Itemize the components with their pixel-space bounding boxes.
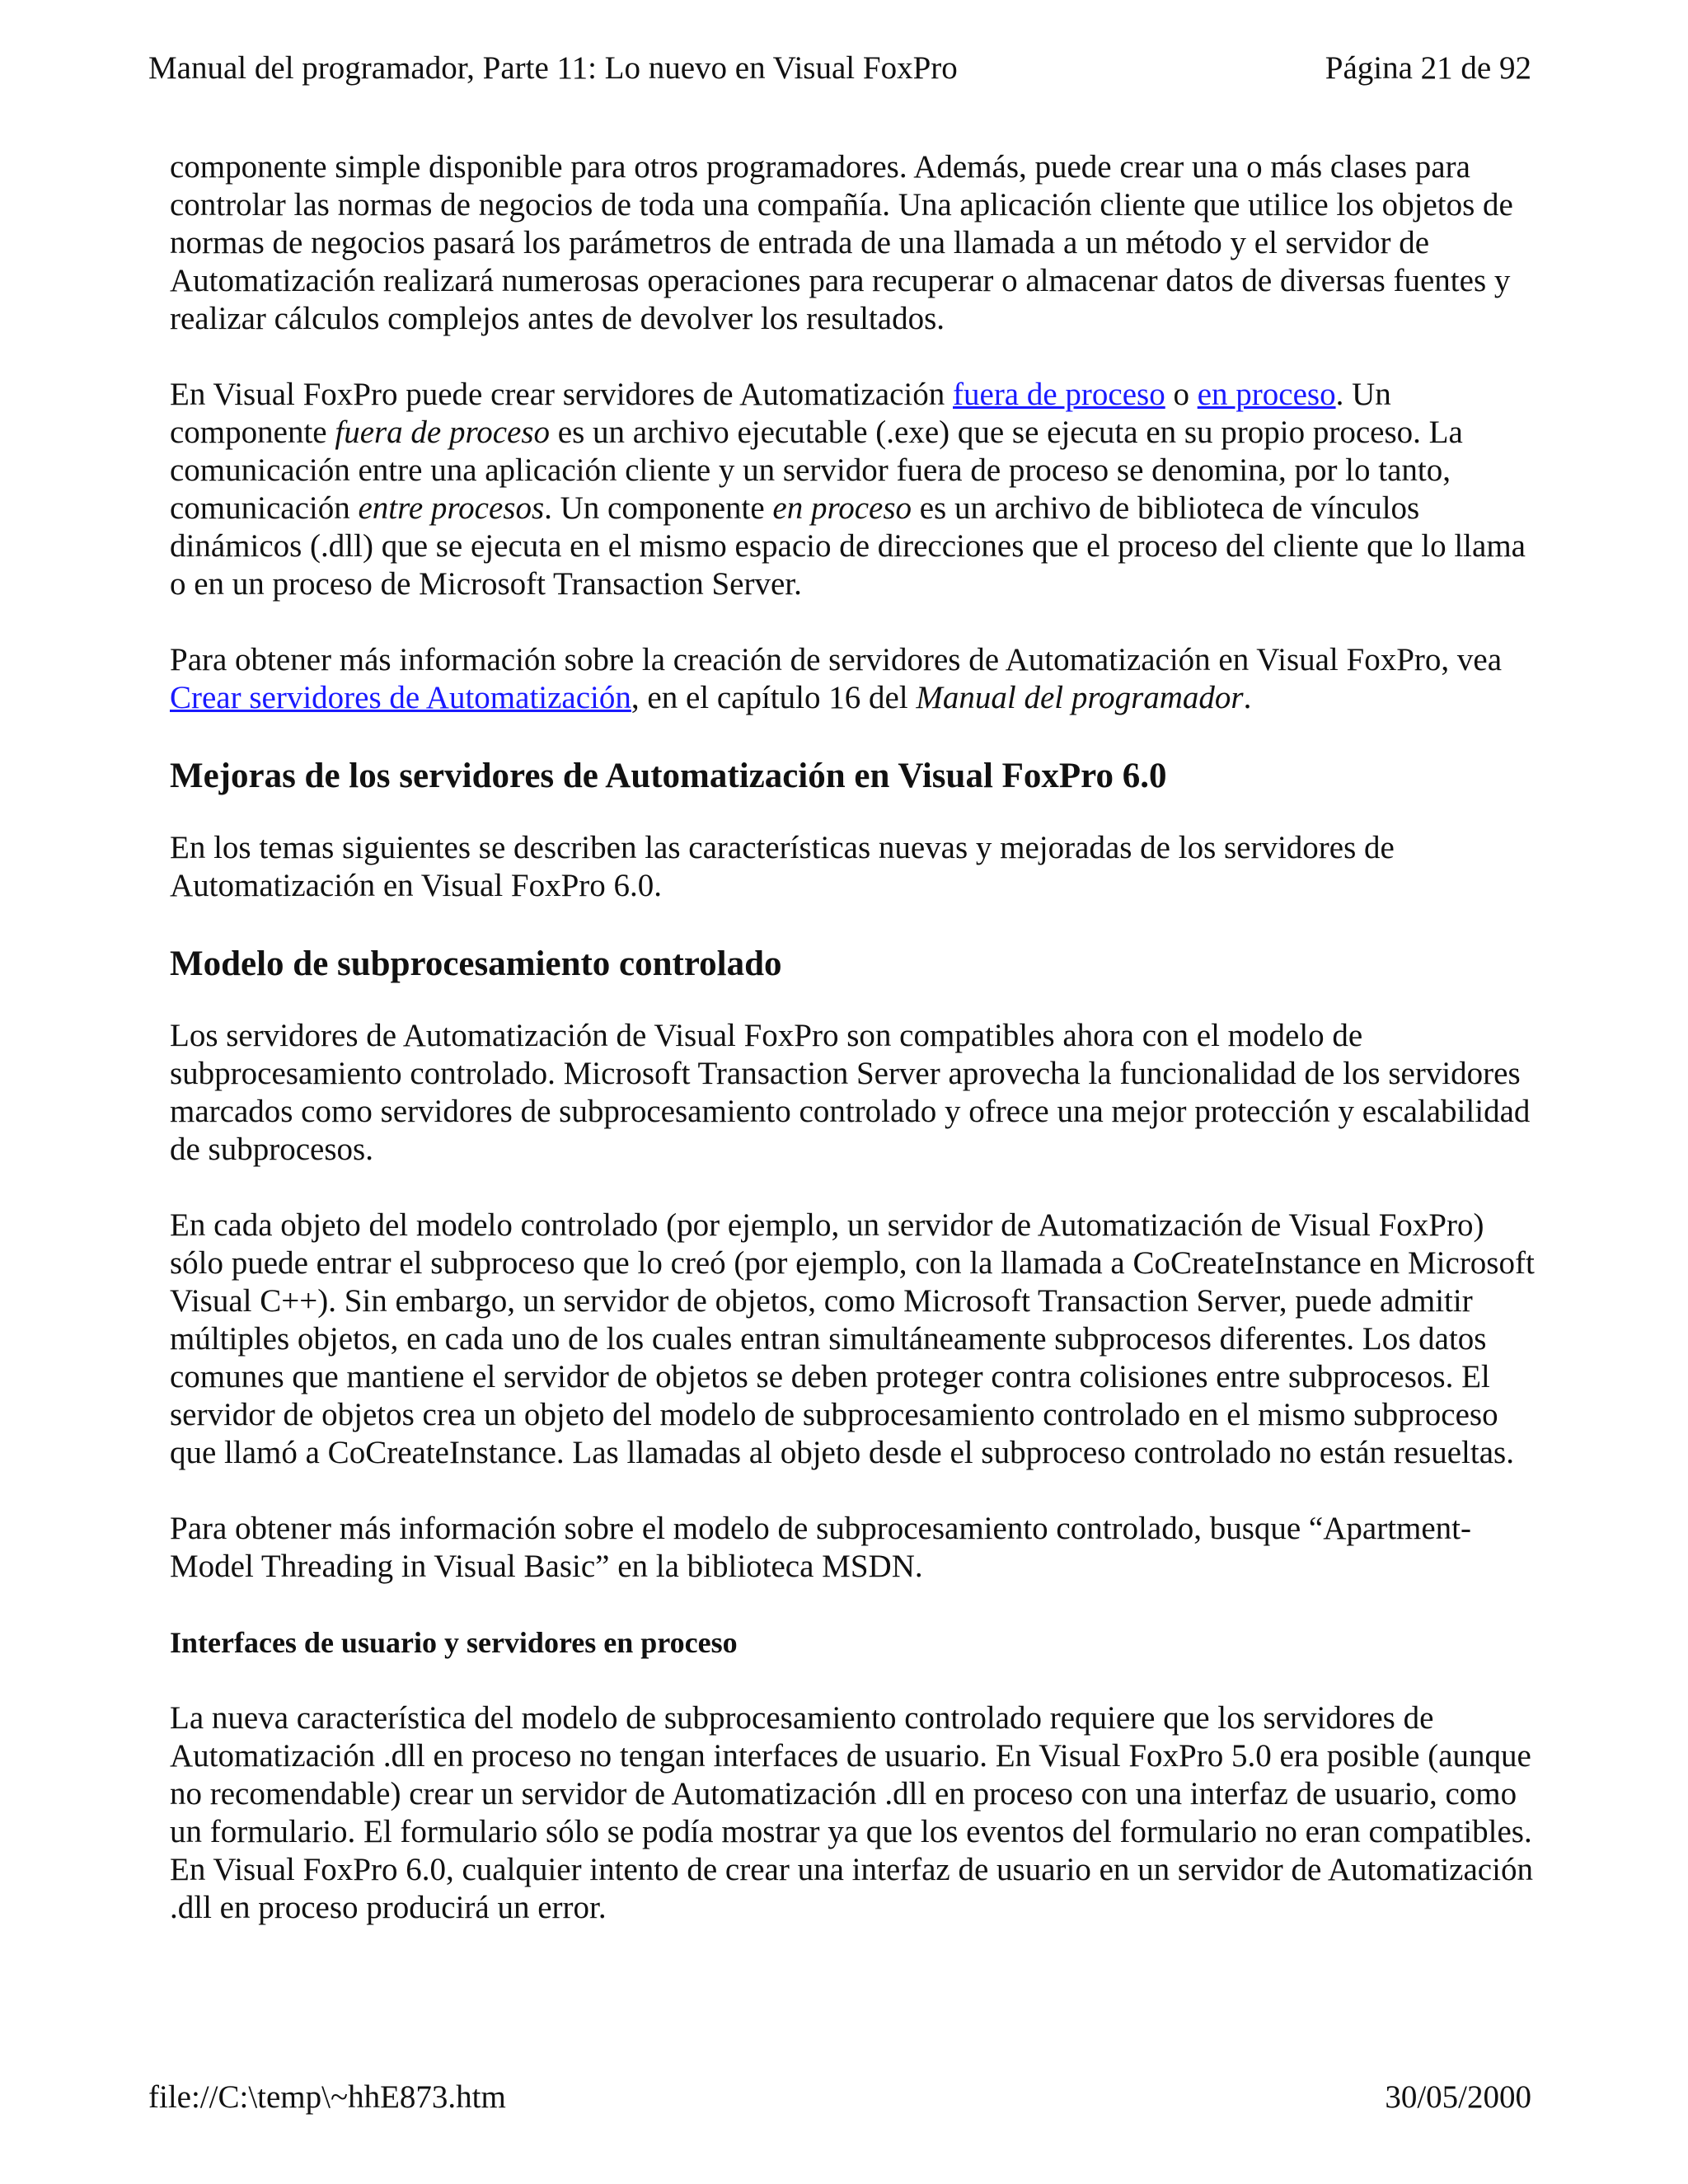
text-span: o xyxy=(1165,377,1198,412)
emphasis-inter-process: entre procesos xyxy=(358,490,545,526)
page-header xyxy=(148,48,1531,89)
text-span: . Un componente xyxy=(170,377,1391,450)
heading-user-interfaces: Interfaces de usuario y servidores en proceso xyxy=(170,1626,738,1659)
emphasis-in-process: en proceso xyxy=(772,490,912,526)
paragraph-msdn-reference: Para obtener más información sobre el modelo de subprocesamiento controlado, busque “Apartment-Model Threading in Visual Basic” en la biblioteca MSDN. xyxy=(170,1511,1472,1584)
text-span: . xyxy=(1243,680,1252,715)
paragraph-process-types xyxy=(170,376,1538,603)
page-number: Página 21 de 92 xyxy=(1325,50,1531,86)
page-footer xyxy=(148,2077,1531,2118)
emphasis-out-of-process: fuera de proceso xyxy=(335,415,551,450)
text-span: En Visual FoxPro puede crear servidores de Automatización xyxy=(170,377,954,412)
link-create-automation-servers[interactable]: Crear servidores de Automatización xyxy=(170,680,631,715)
paragraph-user-interfaces: La nueva característica del modelo de subprocesamiento controlado requiere que los servidores de Automatización .dll en proceso no tengan interfaces de usuario. En Visual FoxPro 5.0 era posible (aunque no recomendable) crear un servidor de Automatización .dll en proceso con una interfaz de usuario, como un formulario. El formulario sólo se podía mostrar ya que los eventos del formulario no eran compatibles. En Visual FoxPro 6.0, cualquier intento de crear una interfaz de usuario en un servidor de Automatización .dll en proceso producirá un error. xyxy=(170,1700,1533,1925)
heading-server-improvements: Mejoras de los servidores de Automatización en Visual FoxPro 6.0 xyxy=(170,757,1167,795)
paragraph-more-info-servers xyxy=(170,641,1538,717)
paragraph-apartment-model-details: En cada objeto del modelo controlado (por ejemplo, un servidor de Automatización de Visual FoxPro) sólo puede entrar el subproceso que lo creó (por ejemplo, con la llamada a CoCreateInstance en Microsoft Visual C++). Sin embargo, un servidor de objetos, como Microsoft Transaction Server, puede admitir múltiples objetos, en cada uno de los cuales entran simultáneamente subprocesos diferentes. Los datos comunes que mantiene el servidor de objetos se deben proteger contra colisiones entre subprocesos. El servidor de objetos crea un objeto del modelo de subprocesamiento controlado en el mismo subproceso que llamó a CoCreateInstance. Las llamadas al objeto desde el subproceso controlado no están resueltas. xyxy=(170,1207,1535,1470)
paragraph-improvements-intro: En los temas siguientes se describen las características nuevas y mejoradas de los servidores de Automatización en Visual FoxPro 6.0. xyxy=(170,830,1395,903)
document-content xyxy=(170,148,1538,1965)
heading-apartment-model: Modelo de subprocesamiento controlado xyxy=(170,944,782,983)
paragraph-apartment-model-support: Los servidores de Automatización de Visual FoxPro son compatibles ahora con el modelo de subprocesamiento controlado. Microsoft Transaction Server aprovecha la funcionalidad de los servidores marcados como servidores de subprocesamiento controlado y ofrece una mejor protección y escalabilidad de subprocesos. xyxy=(170,1018,1531,1167)
text-span: es un archivo ejecutable (.exe) que se ejecuta en su propio proceso. La comunicación entre una aplicación cliente y un servidor fuera de proceso se denomina, por lo tanto, comunicación xyxy=(170,415,1463,526)
text-span: es un archivo de biblioteca de vínculos dinámicos (.dll) que se ejecuta en el mismo espacio de direcciones que el proceso del cliente que lo llama o en un proceso de Microsoft Transaction Server. xyxy=(170,490,1526,602)
link-in-process[interactable]: en proceso xyxy=(1197,377,1336,412)
text-span: , en el capítulo 16 del xyxy=(631,680,917,715)
document-title: Manual del programador, Parte 11: Lo nuevo en Visual FoxPro xyxy=(148,50,958,86)
paragraph-business-rules: componente simple disponible para otros programadores. Además, puede crear una o más clases para controlar las normas de negocios de toda una compañía. Una aplicación cliente que utilice los objetos de normas de negocios pasará los parámetros de entrada de una llamada a un método y el servidor de Automatización realizará numerosas operaciones para recuperar o almacenar datos de diversas fuentes y realizar cálculos complejos antes de devolver los resultados. xyxy=(170,149,1513,336)
print-date: 30/05/2000 xyxy=(1385,2079,1531,2115)
text-span: . Un componente xyxy=(544,490,773,526)
link-out-of-process[interactable]: fuera de proceso xyxy=(953,377,1165,412)
text-span: Para obtener más información sobre la creación de servidores de Automatización en Visual FoxPro, vea xyxy=(170,642,1503,677)
emphasis-programmer-manual: Manual del programador xyxy=(916,680,1244,715)
file-path: file://C:\temp\~hhE873.htm xyxy=(148,2079,506,2115)
